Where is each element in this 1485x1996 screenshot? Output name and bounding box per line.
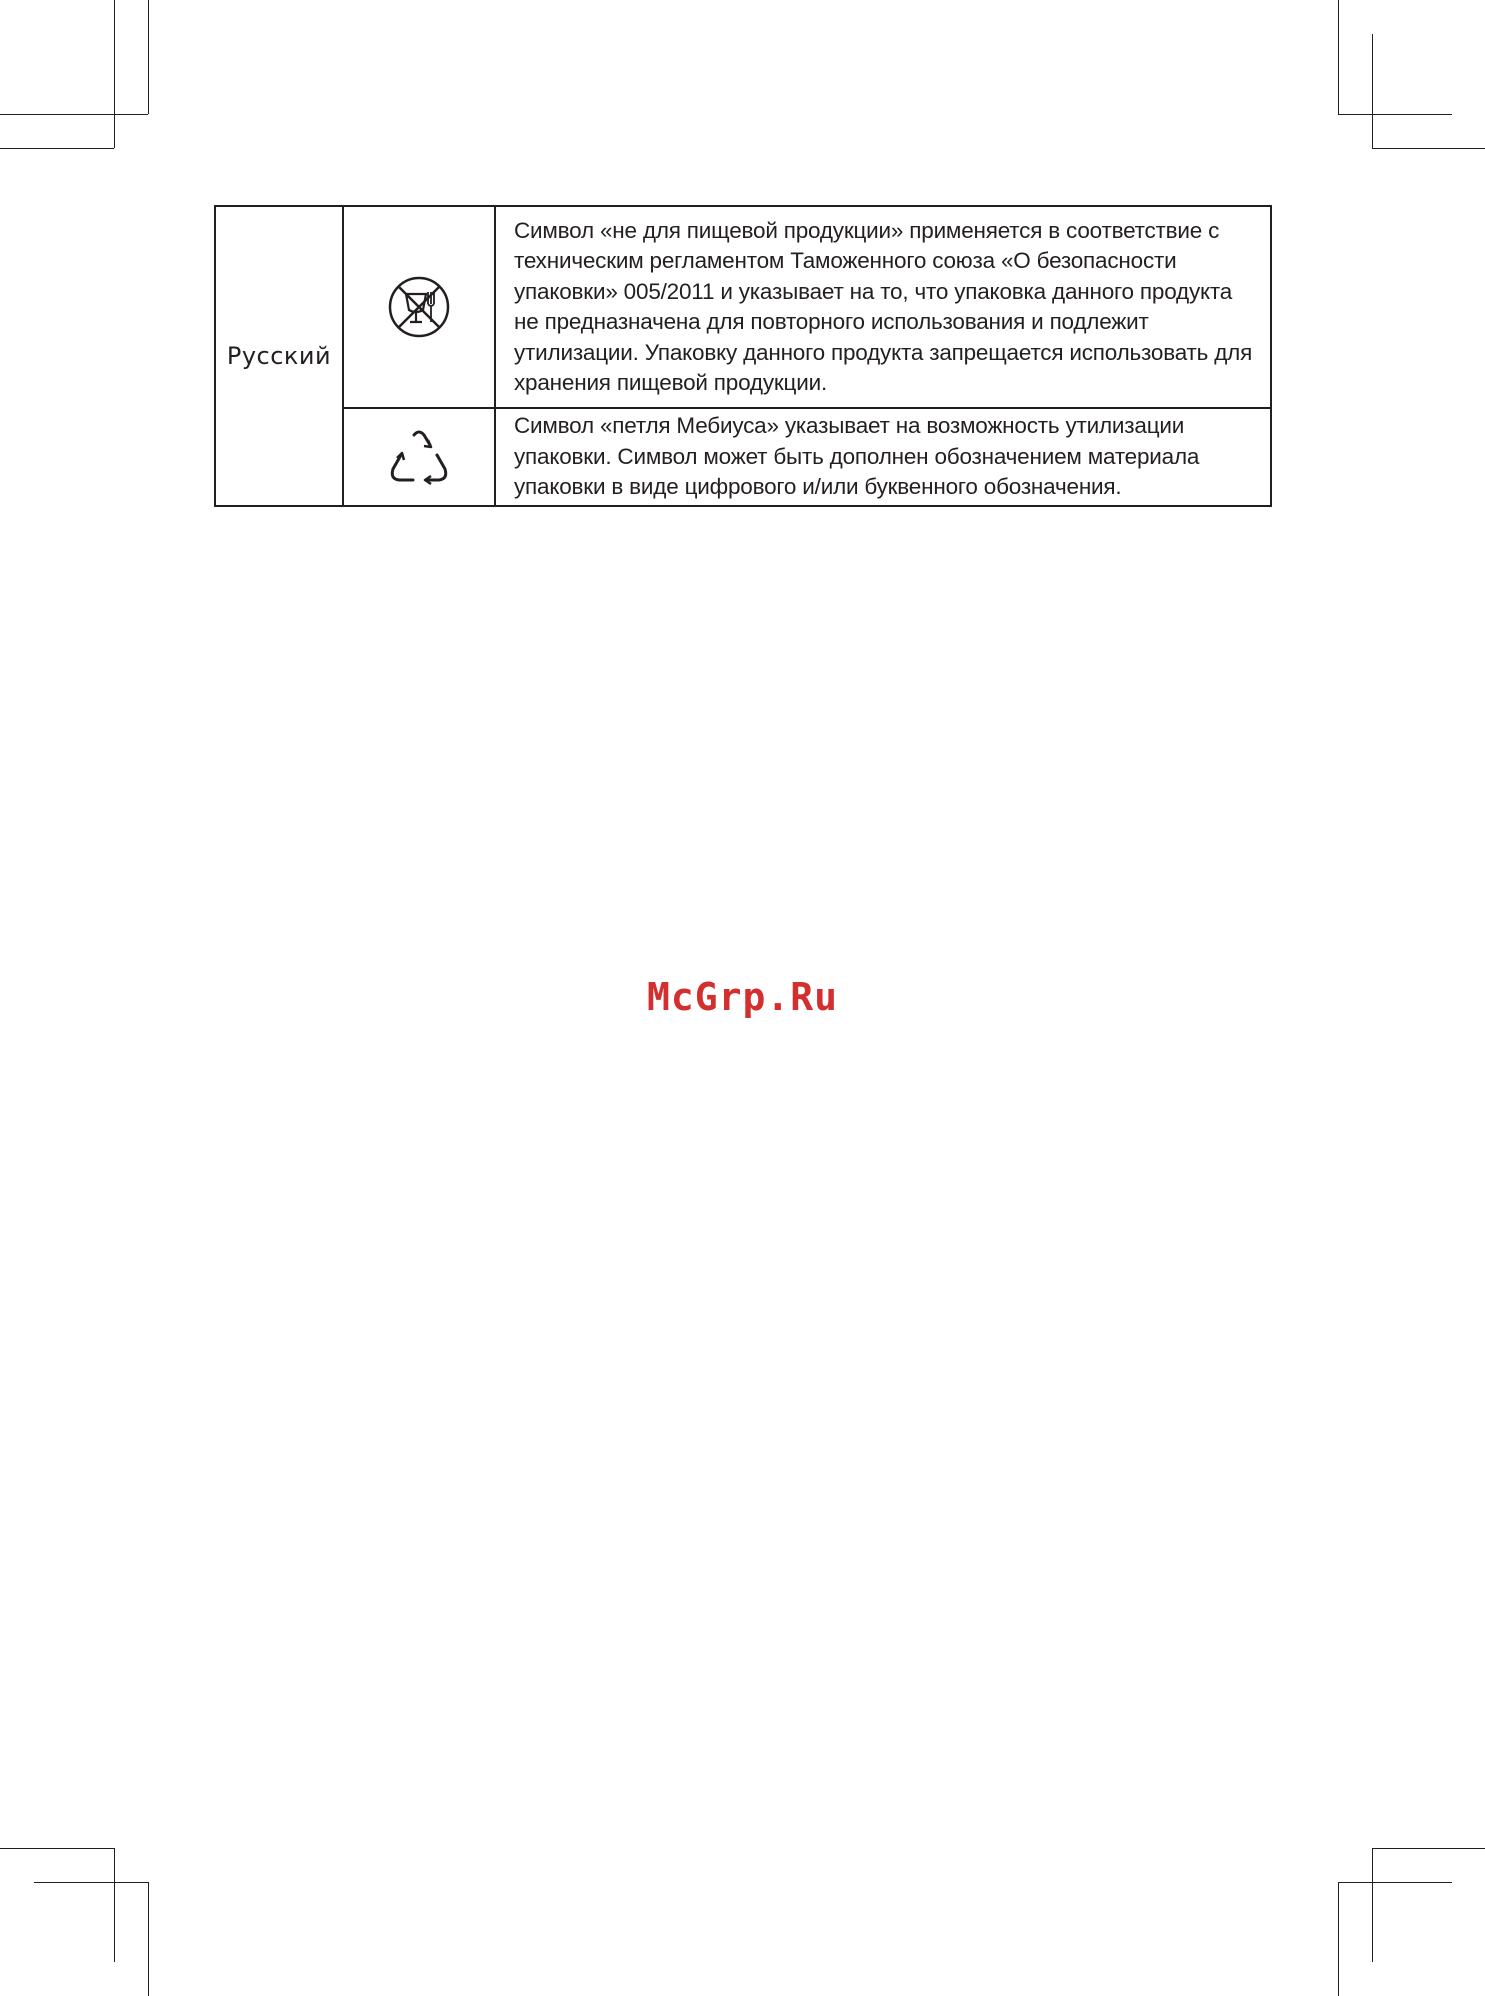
crop-mark: [1338, 1882, 1452, 1883]
symbol-description: Символ «петля Мебиуса» указывает на возможность утилизации упаковки. Символ может быть дополнен обозначением материала упаковки в виде цифрового и/или буквенного обозначения.: [495, 408, 1271, 506]
crop-mark: [0, 1848, 114, 1849]
crop-mark: [1372, 148, 1485, 149]
crop-mark: [1338, 0, 1339, 114]
icon-cell: [343, 408, 495, 506]
crop-mark: [114, 34, 115, 148]
crop-mark: [1372, 1848, 1485, 1849]
icon-cell: [343, 206, 495, 408]
crop-mark: [114, 1848, 115, 1962]
language-label: Русский: [215, 206, 343, 506]
crop-mark: [0, 148, 114, 149]
symbol-description: Символ «не для пищевой продукции» применяется в соответствие с техническим регламентом Таможенного союза «О безопасности упаковки» 005/2011 и указывает на то, что упаковка данного продукта не предназначена для повторного использования и подлежит утилизации. Упаковку данного продукта запрещается использовать для хранения пищевой продукции.: [495, 206, 1271, 408]
symbols-table: [214, 205, 1272, 507]
crop-mark: [148, 1882, 149, 1996]
crop-mark: [148, 0, 149, 114]
crop-mark: [34, 1882, 148, 1883]
mobius-loop-recycle-icon: [344, 427, 494, 487]
crop-mark: [1338, 114, 1452, 115]
watermark: McGrp.Ru: [646, 975, 839, 1019]
not-for-food-icon: [344, 274, 494, 340]
table-row: [215, 206, 1271, 408]
crop-mark: [34, 114, 148, 115]
table-row: [215, 408, 1271, 506]
crop-mark: [1372, 1848, 1373, 1962]
crop-mark: [1338, 1882, 1339, 1996]
crop-mark: [1372, 34, 1373, 148]
